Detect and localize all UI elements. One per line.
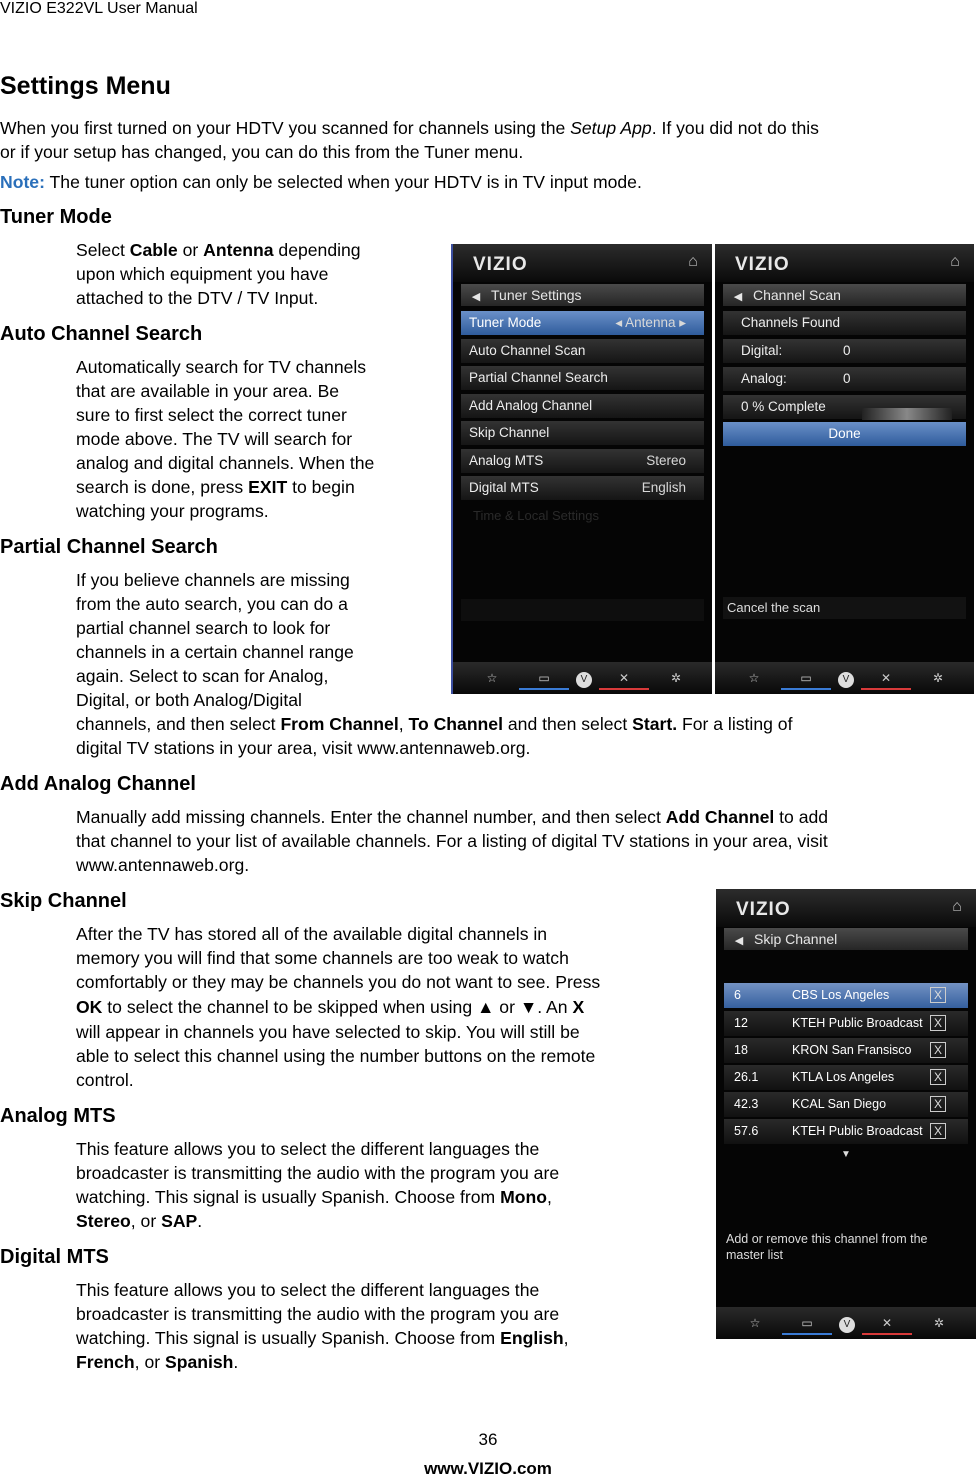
add-analog-line: www.antennaweb.org. xyxy=(76,855,250,875)
menu-item-auto-channel-scan[interactable]: Auto Channel Scan xyxy=(461,339,704,363)
tuner-mode-line: upon which equipment you have xyxy=(76,264,329,284)
skip-mark-icon[interactable]: X xyxy=(930,1096,946,1112)
remote-button-bar xyxy=(715,662,974,694)
v-button-icon[interactable]: V xyxy=(559,668,609,688)
vizio-logo: VIZIO xyxy=(736,899,791,920)
gear-icon[interactable]: ✲ xyxy=(670,671,682,685)
menu-item-add-analog-channel[interactable]: Add Analog Channel xyxy=(461,394,704,418)
menu-item-digital-mts[interactable]: Digital MTS English xyxy=(461,476,704,500)
channels-found-label: Channels Found xyxy=(723,311,966,335)
page-title: Settings Menu xyxy=(0,72,171,100)
star-icon[interactable]: ☆ xyxy=(748,671,760,685)
skip-line: will appear in channels you have selected to skip. You will still be xyxy=(76,1022,580,1042)
menu-header-bar[interactable]: ◀ Tuner Settings xyxy=(461,284,704,306)
v-button-icon[interactable]: V xyxy=(822,1313,872,1333)
page-number: 36 xyxy=(478,1430,498,1449)
digital-mts-line: broadcaster is transmitting the audio with the program you are xyxy=(76,1304,560,1324)
menu-item-partial-channel-search[interactable]: Partial Channel Search xyxy=(461,366,704,390)
menu-item-analog-mts[interactable]: Analog MTS Stereo xyxy=(461,449,704,473)
v-button-icon[interactable]: V xyxy=(821,668,871,688)
partial-scan-line: Digital, or both Analog/Digital xyxy=(76,690,302,710)
analog-count-row: Analog: 0 xyxy=(723,367,966,391)
guide-icon[interactable]: ▭ xyxy=(519,668,569,690)
setup-app-term: Setup App xyxy=(570,118,652,138)
skip-row[interactable]: 42.3 KCAL San Diego X xyxy=(724,1092,968,1117)
back-arrow-icon[interactable]: ◀ xyxy=(733,291,743,303)
skip-row[interactable]: 6 CBS Los Angeles X xyxy=(724,983,968,1008)
intro-note: Note: The tuner option can only be selected when your HDTV is in TV input mode. xyxy=(0,172,642,192)
tuner-mode-line: attached to the DTV / TV Input. xyxy=(76,288,319,308)
scan-progress-row: 0 % Complete xyxy=(723,395,966,419)
guide-icon[interactable]: ▭ xyxy=(782,1313,832,1335)
intro-line-1: When you first turned on your HDTV you scanned for channels using the Setup App. If you did not do this xyxy=(0,118,819,138)
auto-scan-line: Automatically search for TV channels xyxy=(76,357,367,377)
home-icon[interactable]: ⌂ xyxy=(952,898,962,915)
auto-scan-line: search is done, press EXIT to begin xyxy=(76,477,355,497)
skip-line: memory you will find that some channels are too weak to watch xyxy=(76,948,569,968)
heading-add-analog-channel: Add Analog Channel xyxy=(0,773,196,795)
skip-line: comfortably or they may be channels you do not want to see. Press xyxy=(76,972,601,992)
tuner-settings-screen xyxy=(451,244,712,694)
vizio-logo: VIZIO xyxy=(735,254,790,275)
skip-mark-icon[interactable]: X xyxy=(930,1069,946,1085)
intro-line-2: or if your setup has changed, you can do this from the Tuner menu. xyxy=(0,142,524,162)
heading-partial-channel-search: Partial Channel Search xyxy=(0,536,218,558)
skip-mark-icon[interactable]: X xyxy=(930,1015,946,1031)
guide-icon[interactable]: ▭ xyxy=(781,668,831,690)
help-text: Cancel the scan xyxy=(723,597,966,619)
menu-header-bar[interactable]: ◀ Channel Scan xyxy=(723,284,966,306)
home-icon[interactable]: ⌂ xyxy=(688,253,698,270)
partial-scan-line: from the auto search, you can do a xyxy=(76,594,348,614)
vizio-logo: VIZIO xyxy=(473,254,528,275)
back-arrow-icon[interactable]: ◀ xyxy=(734,935,744,947)
partial-scan-line: partial channel search to look for xyxy=(76,618,331,638)
analog-mts-line: broadcaster is transmitting the audio with the program you are xyxy=(76,1163,560,1183)
tuner-mode-line: Select Cable or Antenna depending xyxy=(76,240,361,260)
skip-line: OK to select the channel to be skipped when using ▲ or ▼. An X xyxy=(76,997,585,1017)
analog-mts-line: Stereo, or SAP. xyxy=(76,1211,203,1231)
gear-icon[interactable]: ✲ xyxy=(932,671,944,685)
digital-mts-line: watching. This signal is usually Spanish. Choose from English, xyxy=(76,1328,569,1348)
skip-row[interactable]: 26.1 KTLA Los Angeles X xyxy=(724,1065,968,1090)
done-button[interactable]: Done xyxy=(723,422,966,446)
channel-scan-screen xyxy=(715,244,974,694)
help-bar xyxy=(461,599,704,621)
note-label: Note: xyxy=(0,172,45,192)
digital-count-row: Digital: 0 xyxy=(723,339,966,363)
analog-mts-line: This feature allows you to select the different languages the xyxy=(76,1139,540,1159)
gear-icon[interactable]: ✲ xyxy=(933,1316,945,1330)
skip-line: After the TV has stored all of the available digital channels in xyxy=(76,924,548,944)
skip-mark-icon[interactable]: X xyxy=(930,1123,946,1139)
faded-menu-item: Time & Local Settings xyxy=(473,508,599,523)
auto-scan-line: mode above. The TV will search for xyxy=(76,429,353,449)
close-icon[interactable]: ✕ xyxy=(599,668,649,690)
manual-title: VIZIO E322VL User Manual xyxy=(0,0,198,17)
skip-row[interactable]: 57.6 KTEH Public Broadcast X xyxy=(724,1119,968,1144)
partial-scan-line: again. Select to scan for Analog, xyxy=(76,666,329,686)
scroll-down-icon[interactable]: ▼ xyxy=(841,1149,851,1160)
star-icon[interactable]: ☆ xyxy=(486,671,498,685)
menu-item-tuner-mode[interactable]: Tuner Mode ◂ Antenna ▸ xyxy=(461,311,704,335)
skip-mark-icon[interactable]: X xyxy=(930,987,946,1003)
skip-line: able to select this channel using the number buttons on the remote xyxy=(76,1046,596,1066)
partial-scan-line: If you believe channels are missing xyxy=(76,570,350,590)
remote-button-bar xyxy=(716,1307,976,1339)
add-analog-line: that channel to your list of available channels. For a listing of digital TV stations in your area, visit xyxy=(76,831,828,851)
help-text: Add or remove this channel from the master list xyxy=(726,1232,928,1262)
remote-button-bar xyxy=(453,662,712,694)
skip-row[interactable]: 18 KRON San Fransisco X xyxy=(724,1038,968,1063)
auto-scan-line: watching your programs. xyxy=(76,501,269,521)
auto-scan-line: sure to first select the correct tuner xyxy=(76,405,347,425)
heading-analog-mts: Analog MTS xyxy=(0,1105,116,1127)
partial-scan-line: channels in a certain channel range xyxy=(76,642,354,662)
partial-scan-line: channels, and then select From Channel, To Channel and then select Start. For a listing of xyxy=(76,714,793,734)
back-arrow-icon[interactable]: ◀ xyxy=(471,291,481,303)
skip-row[interactable]: 12 KTEH Public Broadcast X xyxy=(724,1011,968,1036)
auto-scan-line: analog and digital channels. When the xyxy=(76,453,375,473)
heading-tuner-mode: Tuner Mode xyxy=(0,206,112,228)
heading-digital-mts: Digital MTS xyxy=(0,1246,109,1268)
analog-mts-line: watching. This signal is usually Spanish. Choose from Mono, xyxy=(76,1187,552,1207)
heading-skip-channel: Skip Channel xyxy=(0,890,127,912)
star-icon[interactable]: ☆ xyxy=(749,1316,761,1330)
footer-url[interactable]: www.VIZIO.com xyxy=(424,1459,552,1478)
home-icon[interactable]: ⌂ xyxy=(950,253,960,270)
scan-progress-bar xyxy=(862,408,952,420)
menu-header-bar[interactable]: ◀ Skip Channel xyxy=(724,928,968,950)
close-icon[interactable]: ✕ xyxy=(861,668,911,690)
auto-scan-line: that are available in your area. Be xyxy=(76,381,340,401)
skip-mark-icon[interactable]: X xyxy=(930,1042,946,1058)
partial-scan-line: digital TV stations in your area, visit www.antennaweb.org. xyxy=(76,738,531,758)
add-analog-line: Manually add missing channels. Enter the channel number, and then select Add Channel to add xyxy=(76,807,829,827)
heading-auto-channel-search: Auto Channel Search xyxy=(0,323,203,345)
digital-mts-line: This feature allows you to select the different languages the xyxy=(76,1280,540,1300)
menu-item-skip-channel[interactable]: Skip Channel xyxy=(461,421,704,445)
digital-mts-line: French, or Spanish. xyxy=(76,1352,239,1372)
close-icon[interactable]: ✕ xyxy=(862,1313,912,1335)
skip-channel-screen xyxy=(716,889,976,1339)
skip-line: control. xyxy=(76,1070,134,1090)
